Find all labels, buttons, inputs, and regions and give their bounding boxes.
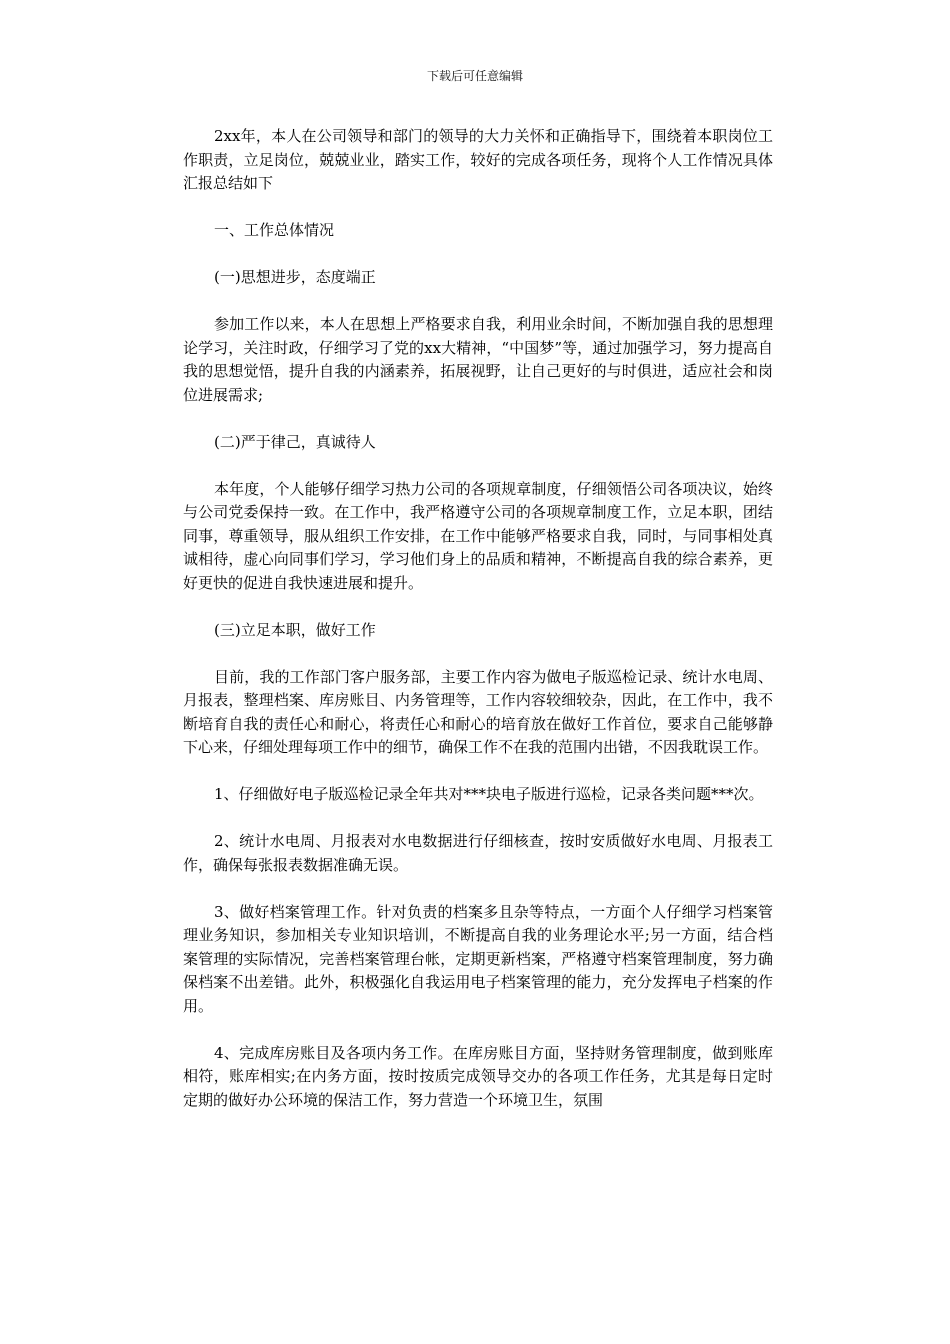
subheading-discipline: (二)严于律己，真诚待人	[214, 432, 376, 451]
subheading-duty: (三)立足本职，做好工作	[214, 620, 376, 639]
paragraph-duty: 目前，我的工作部门客户服务部，主要工作内容为做电子版巡检记录、统计水电周、月报表，整理档案、库房账目、内务管理等，工作内容较细较杂，因此，在工作中，我不断培育自我的责任心和耐心，将责任心和耐心的培育放在做好工作首位，要求自己能够静下心来，仔细处理每项工作中的细节，确保工作不在我的范围内出错，不因我耽误工作。	[183, 667, 773, 756]
subheading-thinking: (一)思想进步，态度端正	[214, 268, 376, 286]
intro-paragraph: 2xx年，本人在公司领导和部门的领导的大力关怀和正确指导下，围绕着本职岗位工作职责，立足岗位，兢兢业业，踏实工作，较好的完成各项任务，现将个人工作情况具体汇报总结如下	[183, 127, 773, 192]
paragraph-thinking: 参加工作以来，本人在思想上严格要求自我，利用业余时间，不断加强自我的思想理论学习，关注时政，仔细学习了党的xx大精神，“中国梦”等，通过加强学习，努力提高自我的思想觉悟，提升自我的内涵素养，拓展视野，让自己更好的与时俱进，适应社会和岗位进展需求;	[183, 315, 773, 404]
paragraph-discipline: 本年度，个人能够仔细学习热力公司的各项规章制度，仔细领悟公司各项决议，始终与公司党委保持一致。在工作中，我严格遵守公司的各项规章制度工作，立足本职，团结同事，尊重领导，服从组织工作安排，在工作中能够严格要求自我，同时，与同事相处真诚相待，虚心向同事们学习，学习他们身上的品质和精神，不断提高自我的综合素养，更好更快的促进自我快速进展和提升。	[183, 479, 773, 592]
list-item-3: 3、做好档案管理工作。针对负责的档案多且杂等特点，一方面个人仔细学习档案管理业务知识，参加相关专业知识培训，不断提高自我的业务理论水平;另一方面，结合档案管理的实际情况，完善档案管理台帐，定期更新档案，严格遵守档案管理制度，努力确保档案不出差错。此外，积极强化自我运用电子档案管理的能力，充分发挥电子档案的作用。	[183, 902, 773, 1015]
list-item-2: 2、统计水电周、月报表对水电数据进行仔细核查，按时安质做好水电周、月报表工作，确保每张报表数据准确无误。	[183, 832, 773, 874]
page-header: 下载后可任意编辑	[426, 69, 523, 83]
list-item-4: 4、完成库房账目及各项内务工作。在库房账目方面，坚持财务管理制度，做到账库相符，账库相实;在内务方面，按时按质完成领导交办的各项工作任务，尤其是每日定时定期的做好办公环境的保洁工作，努力营造一个环境卫生，氛围	[183, 1043, 773, 1109]
section-heading-overall: 一、工作总体情况	[214, 221, 335, 239]
list-item-1: 1、仔细做好电子版巡检记录全年共对***块电子版进行巡检，记录各类问题***次。	[214, 785, 764, 803]
document-body	[183, 125, 773, 1136]
